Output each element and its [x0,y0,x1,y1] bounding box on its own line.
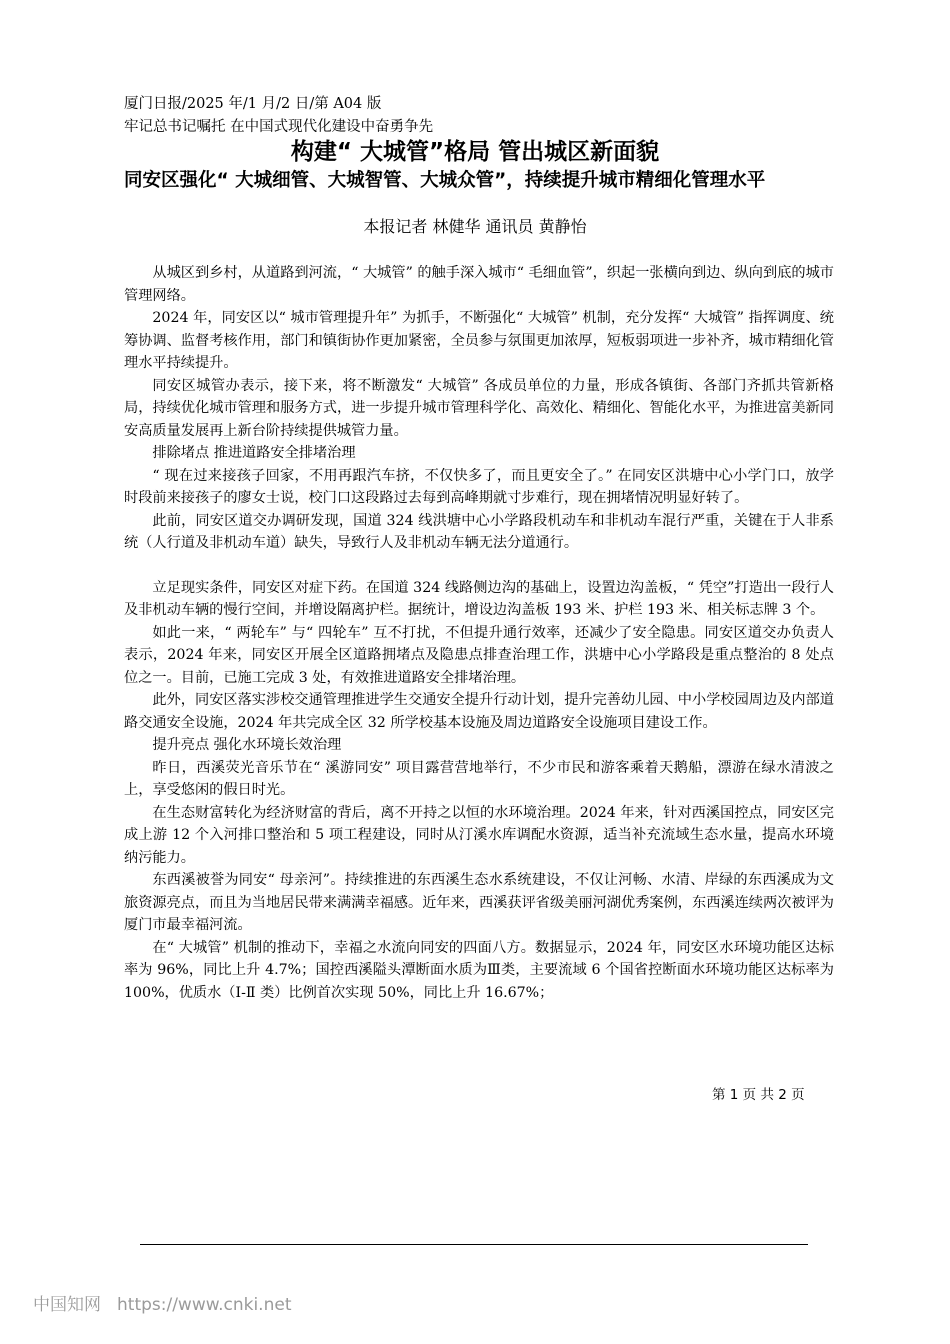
paragraph: 2024 年，同安区以“ 城市管理提升年” 为抓手，不断强化“ 大城管” 机制，充分发挥“ 大城管” 指挥调度、统筹协调、监督考核作用，部门和镇街协作更加紧密，全员参与氛围更加浓厚，短板弱项进一步补齐，城市精细化管理水平持续提升。 [124,310,834,371]
page-number: 第 1 页 共 2 页 [712,1087,805,1103]
paragraph: 同安区城管办表示，接下来，将不断激发“ 大城管” 各成员单位的力量，形成各镇街、各部门齐抓共管新格局，持续优化城市管理和服务方式，进一步提升城市管理科学化、高效化、精细化、智能化水平，为推进富美新同安高质量发展再上新台阶持续提供城管力量。 [124,377,834,439]
publication-source: 厦门日报/2025 年/1 月/2 日/第 A04 版 [124,96,382,112]
column-kicker: 牢记总书记嘱托 在中国式现代化建设中奋勇争先 [124,119,434,135]
section-heading: 排除堵点 推进道路安全排堵治理 [152,445,356,461]
paragraph-spacer [124,555,834,577]
watermark-url: https://www.cnki.net [117,1295,292,1315]
article-body [124,262,834,1004]
footer-divider [140,1244,808,1245]
article-byline: 本报记者 林健华 通讯员 黄静怡 [363,217,587,236]
paragraph: 在“ 大城管” 机制的推动下，幸福之水流向同安的四面八方。数据显示，2024 年，同安区水环境功能区达标率为 96%，同比上升 4.7%；国控西溪隘头潭断面水质为Ⅲ类，主要流域 6 个国省控断面水环境功能区达标率为 100%，优质水（Ⅰ-Ⅱ 类）比例首次实现 50%，同比上升 16.67%； [124,939,834,1001]
paragraph: 从城区到乡村，从道路到河流，“ 大城管” 的触手深入城市“ 毛细血管”，织起一张横向到边、纵向到底的城市管理网络。 [124,265,834,304]
watermark-brand: 中国知网 [33,1295,101,1315]
paragraph: 此外，同安区落实涉校交通管理推进学生交通安全提升行动计划，提升完善幼儿园、中小学校园周边及内部道路交通安全设施，2024 年共完成全区 32 所学校基本设施及周边道路安全设施项目建设工作。 [124,692,834,731]
section-heading: 提升亮点 强化水环境长效治理 [152,737,342,753]
cnki-watermark [33,1294,291,1316]
paragraph: 昨日，西溪荧光音乐节在“ 溪游同安” 项目露营营地举行，不少市民和游客乘着天鹅船，漂游在绿水清波之上，享受悠闲的假日时光。 [124,759,834,798]
paragraph: 立足现实条件，同安区对症下药。在国道 324 线路侧边沟的基础上，设置边沟盖板，“ 凭空”打造出一段行人及非机动车辆的慢行空间，并增设隔离护栏。据统计，增设边沟盖板 193 米、护栏 193 米、相关标志牌 3 个。 [124,579,834,618]
article-subtitle: 同安区强化“ 大城细管、大城智管、大城众管”，持续提升城市精细化管理水平 [124,170,766,191]
paragraph: “ 现在过来接孩子回家，不用再跟汽车挤，不仅快多了，而且更安全了。” 在同安区洪塘中心小学门口，放学时段前来接孩子的廖女士说，校门口这段路过去每到高峰期就寸步难行，现在拥堵情况明显好转了。 [124,467,834,506]
paragraph: 在生态财富转化为经济财富的背后，离不开持之以恒的水环境治理。2024 年来，针对西溪国控点，同安区完成上游 12 个入河排口整治和 5 项工程建设，同时从汀溪水库调配水资源，适当补充流域生态水量，提高水环境纳污能力。 [124,804,834,866]
paragraph: 此前，同安区道交办调研发现，国道 324 线洪塘中心小学路段机动车和非机动车混行严重，关键在于人非系统（人行道及非机动车道）缺失，导致行人及非机动车辆无法分道通行。 [124,512,834,551]
paragraph: 东西溪被誉为同安“ 母亲河”。持续推进的东西溪生态水系统建设，不仅让河畅、水清、岸绿的东西溪成为文旅资源亮点，而且为当地居民带来满满幸福感。近年来，西溪获评省级美丽河湖优秀案例，东西溪连续两次被评为厦门市最幸福河流。 [124,872,834,933]
article-title: 构建“ 大城管”格局 管出城区新面貌 [290,139,660,165]
paragraph: 如此一来，“ 两轮车” 与“ 四轮车” 互不打扰，不但提升通行效率，还减少了安全隐患。同安区道交办负责人表示，2024 年来，同安区开展全区道路拥堵点及隐患点排查治理工作，洪塘中心小学路段是重点整治的 8 处点位之一。目前，已施工完成 3 处，有效推进道路安全排堵治理。 [124,624,834,686]
